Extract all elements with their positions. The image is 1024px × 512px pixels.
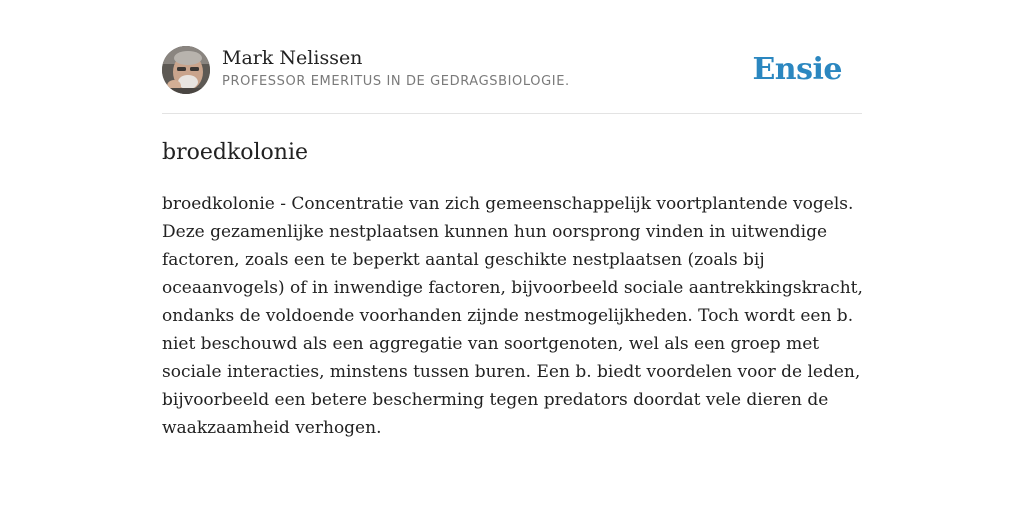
author-name[interactable]: Mark Nelissen	[222, 47, 363, 69]
entry-title: broedkolonie	[162, 140, 309, 165]
definition-line: ondanks de voldoende voorhanden zijnde nestmogelijkheden. Toch wordt een b.	[162, 306, 854, 326]
definition-line: bijvoorbeeld een betere bescherming tegen predators doordat vele dieren de	[162, 390, 829, 410]
definition-line: sociale interacties, minstens tussen buren. Een b. biedt voordelen voor de leden,	[162, 362, 861, 382]
definition-line: factoren, zoals een te beperkt aantal geschikte nestplaatsen (zoals bij	[162, 250, 765, 270]
author-role: PROFESSOR EMERITUS IN DE GEDRAGSBIOLOGIE.	[222, 74, 570, 89]
header-divider	[162, 113, 862, 114]
definition-line: waakzaamheid verhogen.	[162, 418, 382, 438]
definition-line: oceaanvogels) of in inwendige factoren, bijvoorbeeld sociale aantrekkingskracht,	[162, 278, 863, 298]
ensie-logo[interactable]: Ensie	[752, 52, 842, 87]
author-header	[162, 46, 862, 96]
entry-definition	[162, 190, 882, 442]
definition-line: broedkolonie - Concentratie van zich gemeenschappelijk voortplantende vogels.	[162, 194, 854, 214]
definition-line: niet beschouwd als een aggregatie van soortgenoten, wel als een groep met	[162, 334, 820, 354]
author-photo	[162, 46, 210, 94]
author-avatar[interactable]	[162, 46, 210, 94]
definition-line: Deze gezamenlijke nestplaatsen kunnen hun oorsprong vinden in uitwendige	[162, 222, 828, 242]
